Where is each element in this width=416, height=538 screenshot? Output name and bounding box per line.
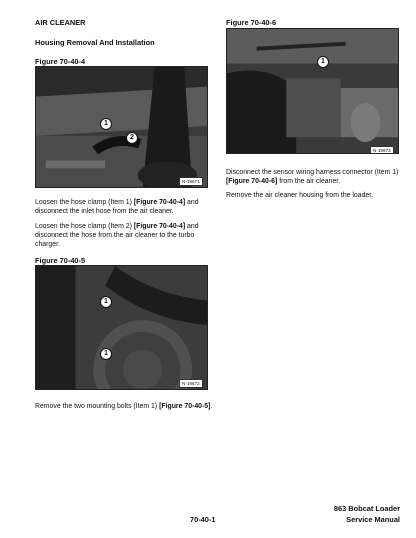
instruction-4-text: Disconnect the sensor wiring harness connector (Item 1)	[226, 169, 399, 176]
instruction-1-figref: [Figure 70-40-4]	[133, 199, 186, 206]
instruction-2-figref: [Figure 70-40-4]	[133, 223, 186, 230]
instruction-3	[35, 402, 213, 411]
callout-2: 2	[126, 132, 138, 144]
callout-1: 1	[317, 56, 329, 68]
instruction-1-text: Loosen the hose clamp (Item 1)	[35, 199, 134, 206]
page-number: 70-40-1	[190, 515, 216, 524]
instruction-3-text-end: .	[210, 403, 213, 410]
callout-1-upper: 1	[100, 296, 112, 308]
instruction-3-text: Remove the two mounting bolts (Item 1)	[35, 403, 160, 410]
figure-5-photo	[35, 265, 208, 390]
section-title: AIR CLEANER	[35, 18, 86, 27]
instruction-2-text: Loosen the hose clamp (Item 2)	[35, 223, 134, 230]
figure-6-label: Figure 70-40-6	[226, 18, 277, 27]
instruction-4	[226, 168, 401, 186]
instruction-2	[35, 222, 210, 250]
footer-manual: Service Manual	[346, 515, 400, 524]
figure-4-label: Figure 70-40-4	[35, 57, 86, 66]
instruction-1	[35, 198, 210, 216]
figure-4-ref: N-19671	[179, 177, 203, 186]
instruction-3-figref: [Figure 70-40-5]	[159, 403, 211, 410]
figure-6-photo	[226, 28, 399, 154]
figure-6-ref: N-19673	[370, 146, 394, 154]
footer-model: 863 Bobcat Loader	[333, 504, 400, 513]
figure-5-ref: N-19672	[179, 379, 203, 388]
figure-4-photo	[35, 66, 208, 188]
instruction-2-text-end: and disconnect the hose from the air cleaner to the turbo charger.	[35, 223, 199, 249]
callout-1-lower: 1	[100, 348, 112, 360]
instruction-4-text-end: from the air cleaner.	[277, 178, 341, 186]
instruction-4-figref: [Figure 70-40-6]	[226, 178, 278, 186]
callout-1: 1	[100, 118, 112, 130]
subsection-title: Housing Removal And Installation	[35, 38, 155, 47]
instruction-1-text-end: and disconnect the inlet hose from the air cleaner.	[35, 199, 199, 216]
instruction-5: Remove the air cleaner housing from the loader.	[226, 192, 374, 199]
figure-5-label: Figure 70-40-5	[35, 256, 86, 265]
